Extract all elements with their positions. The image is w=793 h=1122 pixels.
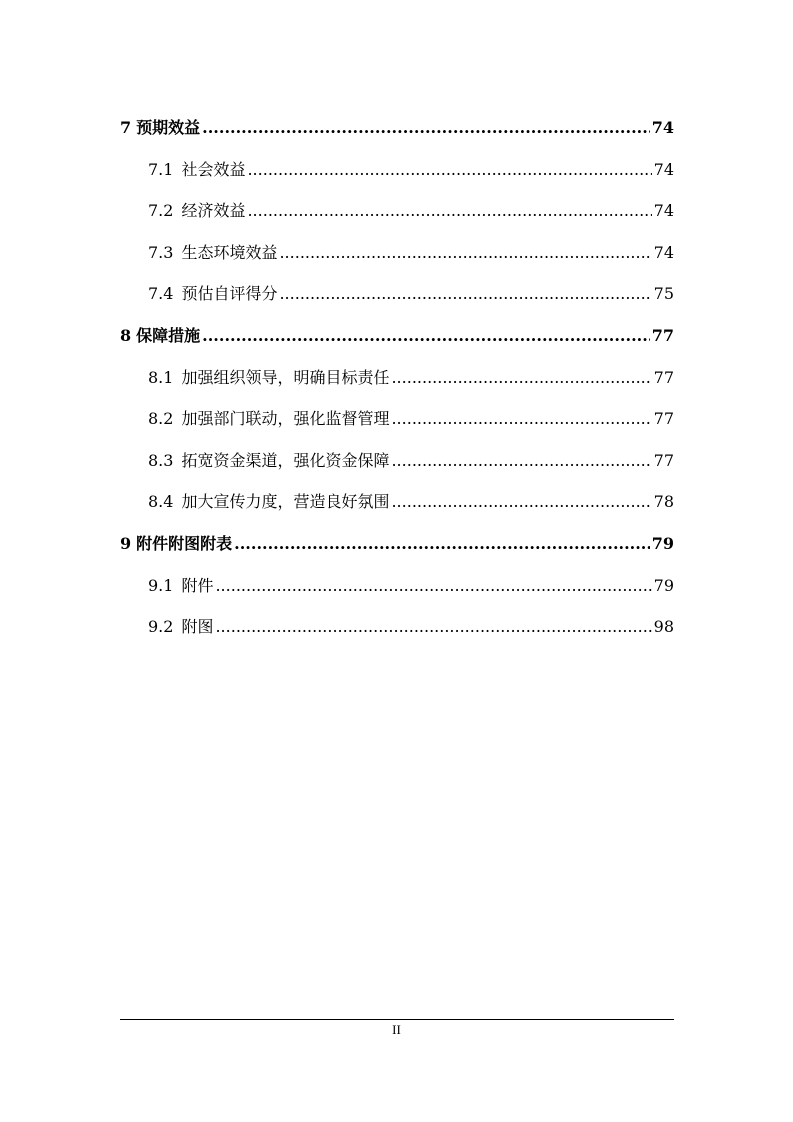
- dot-leader: [247, 160, 651, 180]
- toc-number: 9.2: [148, 617, 174, 636]
- toc-title: 生态环境效益: [181, 243, 278, 262]
- toc-title: 保障措施: [136, 326, 201, 345]
- toc-number: 8: [120, 326, 132, 345]
- toc-page-number: 74: [653, 201, 674, 220]
- dot-leader: [247, 201, 651, 221]
- toc-page-number: 74: [653, 243, 674, 262]
- toc-title: 加强部门联动，强化监督管理: [181, 409, 390, 428]
- toc-page-number: 79: [651, 534, 674, 553]
- toc-entry[interactable]: [120, 534, 674, 554]
- toc-entry[interactable]: [120, 243, 674, 263]
- toc-number: 9: [120, 534, 132, 553]
- toc-title: 加强组织领导，明确目标责任: [181, 368, 390, 387]
- dot-leader: [202, 326, 650, 346]
- toc-entry[interactable]: [120, 201, 674, 221]
- toc-entry[interactable]: [120, 617, 674, 637]
- dot-leader: [215, 576, 651, 596]
- toc-number: 8.4: [148, 492, 174, 511]
- toc-entry[interactable]: [120, 451, 674, 471]
- toc-number: 8.1: [148, 368, 174, 387]
- toc-number: 7.1: [148, 160, 174, 179]
- toc-title: 预估自评得分: [181, 284, 278, 303]
- toc-number: 7.2: [148, 201, 174, 220]
- toc-page-number: 79: [653, 576, 674, 595]
- toc-number: 7: [120, 118, 132, 137]
- dot-leader: [215, 617, 651, 637]
- dot-leader: [391, 409, 651, 429]
- toc-entry[interactable]: [120, 326, 674, 346]
- toc-number: 7.4: [148, 284, 174, 303]
- footer-divider: [120, 1019, 674, 1020]
- toc-number: 7.3: [148, 243, 174, 262]
- footer-page-number: II: [392, 1022, 401, 1037]
- toc-title: 拓宽资金渠道，强化资金保障: [181, 451, 390, 470]
- toc-entry[interactable]: [120, 576, 674, 596]
- toc-title: 社会效益: [181, 160, 246, 179]
- toc-title: 附件附图附表: [136, 534, 233, 553]
- dot-leader: [279, 243, 651, 263]
- dot-leader: [391, 451, 651, 471]
- toc-number: 8.3: [148, 451, 174, 470]
- toc-page-number: 77: [653, 368, 674, 387]
- toc-entry[interactable]: [120, 409, 674, 429]
- dot-leader: [202, 118, 650, 138]
- dot-leader: [391, 492, 651, 512]
- toc-page-number: 74: [651, 118, 674, 137]
- toc-page-number: 98: [653, 617, 674, 636]
- toc-number: 9.1: [148, 576, 174, 595]
- toc-entry[interactable]: [120, 160, 674, 180]
- toc-entry[interactable]: [120, 284, 674, 304]
- toc-page-number: 77: [653, 409, 674, 428]
- dot-leader: [279, 284, 651, 304]
- toc-page-number: 78: [653, 492, 674, 511]
- toc-page-number: 74: [653, 160, 674, 179]
- toc-page-number: 77: [651, 326, 674, 345]
- dot-leader: [234, 534, 650, 554]
- toc-entry[interactable]: [120, 492, 674, 512]
- toc-title: 附图: [181, 617, 214, 636]
- toc-title: 预期效益: [136, 118, 201, 137]
- toc-title: 经济效益: [181, 201, 246, 220]
- toc-title: 加大宣传力度，营造良好氛围: [181, 492, 390, 511]
- toc-number: 8.2: [148, 409, 174, 428]
- dot-leader: [391, 368, 651, 388]
- toc-entry[interactable]: [120, 118, 674, 138]
- toc-entry[interactable]: [120, 368, 674, 388]
- toc-page-number: 77: [653, 451, 674, 470]
- toc-title: 附件: [181, 576, 214, 595]
- toc-page-number: 75: [653, 284, 674, 303]
